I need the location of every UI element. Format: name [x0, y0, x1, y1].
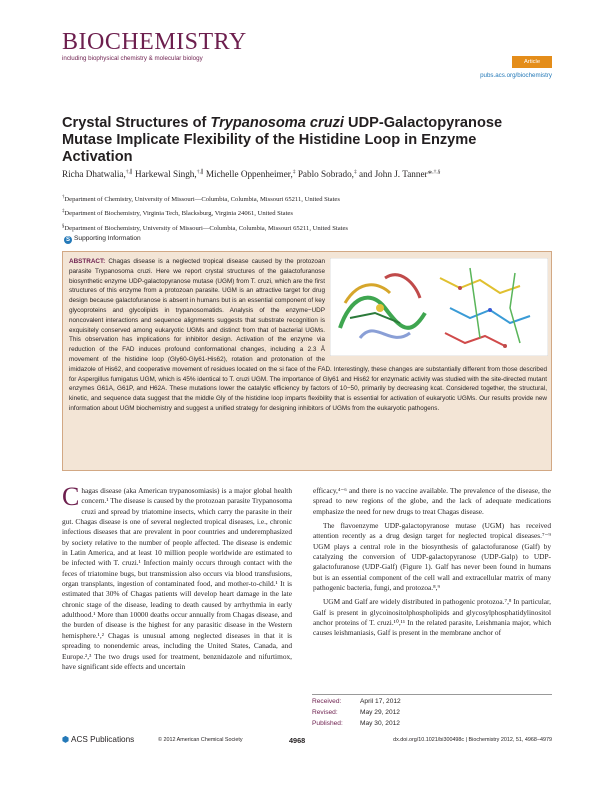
date-received: Received: April 17, 2012 [312, 698, 401, 705]
paragraph: UGM and Galf are widely distributed in pathogenic protozoa.⁷,⁸ In particular, Galf is present in glycoinositolphospholipids and glycosylphosphatidylinositol anchor proteins of T. cruzi.¹⁰,¹¹ In the related parasite, Leishmania major, which causes leishmaniasis, Galf is present in the membrane anchor of [313, 597, 551, 638]
journal-tagline: including biophysical chemistry & molecular biology [62, 55, 203, 62]
author[interactable]: Richa Dhatwalia,†,∥ [62, 169, 133, 180]
abstract-box [62, 251, 552, 471]
paragraph: The flavoenzyme UDP-galactopyranose mutase (UGM) has received attention recently as a drug design target for neglected tropical diseases.⁷⁻⁹ UGM plays a central role in the biosynthesis of galactofuranose (Galf) by catalyzing the conversion of UDP-galactopyranose (UDP-Galp) to UDP-galactofuranose (UDP-Galf) (Figure 1). Galf has never been found in humans but is an essential component of the cell wall and extracellular matrix of many pathogenic bacteria, fungi, and protozoa.⁸,⁹ [313, 521, 551, 593]
publication-dates [312, 694, 552, 729]
paragraph: efficacy,⁴⁻⁶ and there is no vaccine available. The prevalence of the disease, the spread to new regions of the globe, and the lack of adequate medications emphasize the need for new drugs to treat Chagas disease. [313, 486, 551, 516]
journal-url-link[interactable]: pubs.acs.org/biochemistry [480, 72, 552, 79]
supporting-info-icon: S [65, 237, 70, 243]
abstract-text [69, 257, 547, 414]
acs-hex-icon: ⬢ [62, 735, 70, 744]
page-number: 4968 [289, 736, 306, 745]
supporting-info-label: Supporting Information [74, 235, 141, 242]
doi-link[interactable]: dx.doi.org/10.1021/bi300498c | Biochemistry 2012, 51, 4968−4979 [393, 737, 552, 743]
body-column-left [62, 482, 292, 672]
page-footer [62, 733, 552, 751]
title-part-2: UDP-Galactopyranose Mutase Implicate Flexibility of the Histidine Loop in Enzyme Activation [62, 115, 503, 165]
article-title [62, 115, 542, 166]
title-part-1: Crystal Structures of [62, 115, 211, 131]
article-type-badge: Article [512, 56, 552, 68]
copyright: © 2012 American Chemical Society [158, 737, 243, 743]
author-list [62, 169, 552, 179]
affiliation-list [62, 192, 552, 235]
author[interactable]: and John J. Tanner*,†,§ [359, 169, 441, 180]
author[interactable]: Pablo Sobrado,‡ [297, 169, 357, 180]
date-published: Published: May 30, 2012 [312, 719, 400, 727]
body-column-right [313, 486, 551, 639]
author[interactable]: Harkewal Singh,†,∥ [134, 169, 204, 180]
affiliation: †Department of Chemistry, University of Missouri—Columbia, Columbia, Missouri 65211, United States [62, 195, 340, 204]
paragraph: Chagas disease (aka American trypanosomiasis) is a major global health concern.¹ The disease is caused by the protozoan parasite Trypanosoma cruzi and spread by triatomine insects, which carry the parasite in their gut. Chagas disease is one of several neglected tropical diseases, i.e., chronic infectious diseases that are prevalent in poor countries and underemphasized by society relative to the number of people affected. The disease is endemic in Latin America, and at least 10 million people worldwide are estimated to be infected with T. cruzi.¹ Infection mainly occurs through contact with the feces of triatomine bugs, but transmission also occurs via blood transfusions, organ transplants, ingestion of contaminated food, and mother-to-child.¹ It is estimated that 30% of Chagas patients will develop heart damage in the late chronic stage of the disease, leading to death caused by arrhythmia in early adulthood.¹ More than 10000 deaths occur annually from Chagas disease, and the burden of disease is the highest for any parasitic disease in the Western hemisphere.¹,² Chagas is unusual among neglected diseases in that it is spreading to nonendemic areas, including the United States, Canada, and Europe.²,³ The two drugs used for treatment, benznidazole and nifurtimox, have significant side effects and uncertain [62, 482, 292, 671]
journal-logo: BIOCHEMISTRY [62, 29, 247, 55]
masthead [62, 30, 552, 80]
drop-cap: C [62, 482, 80, 511]
acs-publications-logo[interactable]: ⬢ ACS Publications [62, 735, 135, 744]
abstract-body: Chagas disease is a neglected tropical disease caused by the protozoan parasite Trypanosoma cruzi. Here we report crystal structures of the galactofuranose biosynthetic enzyme UDP-galactopyranose mutase (UGM) from T. cruzi, which are the first structures of this enzyme from a protozoan parasite. UGM is an attractive target for drug design because galactofuranose is absent in humans but is an essential component of key glycoproteins and glycolipids in trypanosomatids. Analysis of the enzyme−UDP noncovalent interactions and sequence alignments suggests that substrate recognition is exquisitely conserved among eukaryotic UGMs and distinct from that of bacterial UGMs. This observation has implications for inhibitor design. Activation of the enzyme via reduction of the FAD induces profound conformational changes, including a 2.3 Å movement of the histidine loop (Gly60-Gly61-His62), rotation and protonation of the imidazole of His62, and cooperative movement of residues located on the si face of the FAD. Interestingly, these changes are substantially different from those described for Aspergillus fumigatus UGM, which is 45% identical to T. cruzi UGM. The importance of Gly61 and His62 for enzymatic activity was studied with the site-directed mutant enzymes G61A, G61P, and H62A. These mutations lower the catalytic efficiency by factors of 10−50, primarily by decreasing kcat. Considered together, the structural, kinetic, and sequence data suggest that the middle Gly of the histidine loop imparts flexibility that is essential for activation of eukaryotic UGMs. Our results provide new information about UGM biochemistry and suggest a unified strategy for designing inhibitors of UGMs from the eukaryotic pathogens. [69, 258, 547, 412]
author[interactable]: Michelle Oppenheimer,‡ [205, 169, 296, 180]
affiliation: ‡Department of Biochemistry, Virginia Tech, Blacksburg, Virginia 24061, United States [62, 209, 293, 218]
affiliation: §Department of Biochemistry, University of Missouri—Columbia, Columbia, Missouri 65211, United States [62, 223, 348, 232]
abstract-label: ABSTRACT: [69, 258, 106, 265]
title-organism: Trypanosoma cruzi [210, 115, 344, 131]
date-revised: Revised: May 29, 2012 [312, 708, 400, 716]
supporting-information-link[interactable] [64, 235, 141, 244]
